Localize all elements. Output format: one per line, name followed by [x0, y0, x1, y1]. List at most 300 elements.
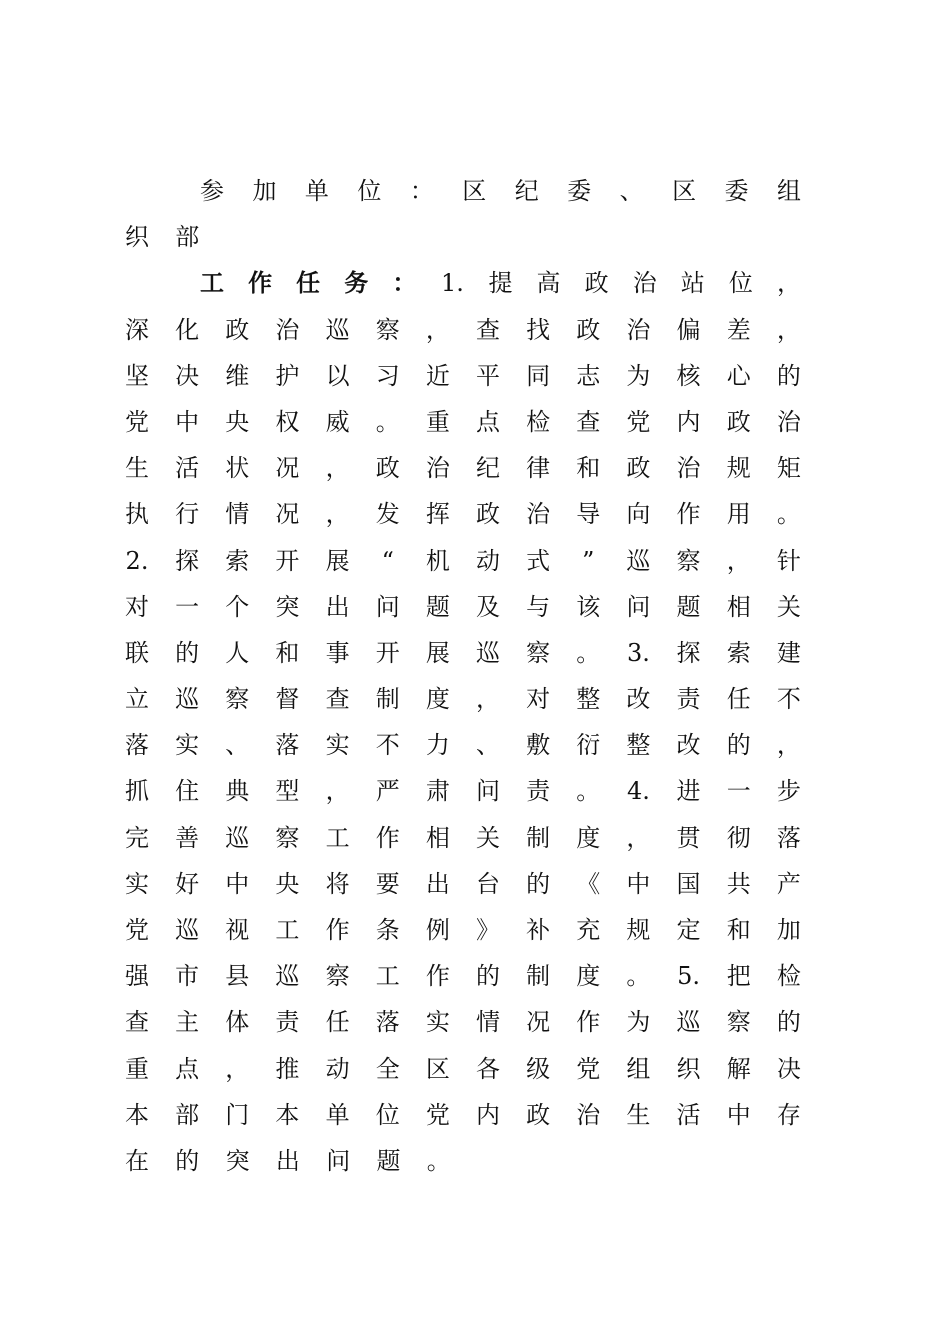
- text-glyph: 主: [175, 1008, 200, 1037]
- document-body: [125, 168, 801, 1184]
- text-glyph: 落: [776, 823, 801, 852]
- text-glyph: 中: [225, 869, 250, 898]
- text-glyph: 平: [475, 361, 500, 390]
- text-glyph: 联: [125, 638, 149, 667]
- text-glyph: 实: [425, 1008, 450, 1037]
- text-glyph: 规: [626, 916, 651, 944]
- text-glyph: 政: [225, 315, 250, 344]
- text-glyph: 党: [125, 916, 149, 944]
- text-glyph: ，: [325, 454, 350, 483]
- text-line: [125, 584, 801, 630]
- text-glyph: 务: [344, 269, 369, 298]
- text-glyph: 将: [325, 869, 350, 898]
- text-glyph: 为: [626, 361, 651, 390]
- text-glyph: 落: [375, 1008, 400, 1037]
- text-line: [125, 353, 801, 399]
- text-glyph: 推: [275, 1054, 300, 1083]
- text-glyph: 1.: [440, 269, 464, 298]
- text-glyph: 情: [475, 1008, 500, 1037]
- text-glyph: 。: [576, 777, 601, 806]
- text-glyph: 突: [225, 1146, 250, 1175]
- text-glyph: 党: [125, 407, 149, 436]
- text-glyph: 级: [526, 1054, 551, 1083]
- text-glyph: 用: [726, 500, 751, 529]
- text-glyph: 关: [776, 592, 801, 621]
- text-glyph: 在: [125, 1146, 149, 1175]
- text-glyph: 巡: [175, 916, 200, 944]
- text-glyph: 住: [175, 777, 200, 806]
- text-glyph: 本: [125, 1100, 149, 1129]
- text-glyph: 站: [680, 269, 705, 298]
- text-glyph: 加: [776, 916, 801, 944]
- text-glyph: 加: [252, 177, 277, 205]
- text-glyph: 强: [125, 962, 149, 991]
- text-glyph: 察: [325, 962, 350, 991]
- text-line: [125, 1046, 801, 1092]
- text-glyph: 定: [676, 916, 701, 944]
- text-glyph: 贯: [676, 823, 701, 852]
- text-line: [125, 168, 801, 214]
- text-line: [125, 768, 801, 814]
- text-glyph: 和: [275, 638, 300, 667]
- text-glyph: 任: [296, 269, 321, 298]
- text-glyph: 。: [626, 962, 651, 991]
- text-glyph: 查: [475, 315, 500, 344]
- text-glyph: 治: [425, 454, 450, 483]
- text-glyph: 党: [626, 407, 651, 436]
- text-glyph: 志: [576, 361, 601, 390]
- text-glyph: 台: [475, 869, 500, 898]
- text-glyph: 县: [225, 962, 250, 991]
- text-glyph: 政: [584, 269, 609, 298]
- text-glyph: 巡: [475, 638, 500, 667]
- text-glyph: ”: [582, 546, 595, 575]
- text-glyph: 进: [676, 777, 701, 806]
- text-glyph: 把: [726, 962, 751, 991]
- text-glyph: 索: [225, 546, 250, 575]
- text-glyph: 探: [676, 638, 701, 667]
- text-glyph: 问: [326, 1146, 351, 1175]
- text-glyph: 建: [776, 638, 801, 667]
- text-glyph: 央: [275, 869, 300, 898]
- text-glyph: 度: [576, 823, 601, 852]
- text-glyph: 重: [125, 1054, 149, 1083]
- text-glyph: 况: [275, 454, 300, 483]
- text-line: [125, 1092, 801, 1138]
- text-glyph: 不: [776, 685, 801, 714]
- text-glyph: 的: [475, 962, 500, 991]
- text-line: [125, 1138, 801, 1184]
- text-glyph: 内: [676, 407, 701, 436]
- text-glyph: 作: [576, 1008, 601, 1037]
- text-glyph: 威: [325, 407, 350, 436]
- text-glyph: 、: [225, 731, 250, 760]
- text-line: [125, 260, 801, 306]
- text-glyph: 情: [225, 500, 250, 529]
- text-glyph: 实: [325, 731, 350, 760]
- text-glyph: 政: [375, 454, 400, 483]
- text-glyph: 题: [425, 592, 450, 621]
- text-glyph: 出: [325, 592, 350, 621]
- text-glyph: 织: [676, 1054, 701, 1083]
- text-glyph: 政: [576, 315, 601, 344]
- text-glyph: 习: [375, 361, 400, 390]
- text-glyph: 和: [576, 454, 601, 483]
- text-glyph: 存: [776, 1100, 801, 1129]
- text-glyph: 同: [526, 361, 551, 390]
- text-glyph: 内: [475, 1100, 500, 1129]
- text-glyph: 偏: [676, 315, 701, 344]
- text-glyph: 活: [676, 1100, 701, 1129]
- text-glyph: 挥: [425, 500, 450, 529]
- text-glyph: 探: [175, 546, 200, 575]
- text-glyph: 要: [375, 869, 400, 898]
- text-glyph: 执: [125, 500, 149, 529]
- text-glyph: 动: [475, 546, 500, 575]
- text-glyph: 区: [425, 1054, 450, 1083]
- text-glyph: 衍: [576, 731, 601, 760]
- text-glyph: 察: [726, 1008, 751, 1037]
- text-glyph: 委: [724, 177, 749, 205]
- text-glyph: 共: [726, 869, 751, 898]
- text-glyph: 度: [576, 962, 601, 991]
- text-glyph: 政: [626, 454, 651, 483]
- text-glyph: 差: [726, 315, 751, 344]
- text-glyph: 纪: [475, 454, 500, 483]
- text-glyph: 2.: [125, 546, 149, 575]
- text-glyph: 巡: [275, 962, 300, 991]
- text-glyph: 巡: [626, 546, 651, 575]
- text-glyph: 点: [475, 407, 500, 436]
- text-glyph: 高: [536, 269, 561, 298]
- text-glyph: 不: [375, 731, 400, 760]
- text-glyph: 制: [526, 823, 551, 852]
- text-glyph: 治: [576, 1100, 601, 1129]
- text-glyph: 治: [275, 315, 300, 344]
- text-glyph: 的: [175, 1146, 200, 1175]
- text-glyph: 补: [526, 916, 551, 944]
- text-glyph: 实: [125, 869, 149, 898]
- text-line: [125, 399, 801, 445]
- text-glyph: 改: [676, 731, 701, 760]
- text-glyph: 区: [672, 177, 697, 205]
- text-glyph: 位: [375, 1100, 400, 1129]
- text-glyph: 的: [175, 638, 200, 667]
- text-glyph: 步: [776, 777, 801, 806]
- text-glyph: “: [381, 546, 394, 575]
- text-glyph: 找: [526, 315, 551, 344]
- text-glyph: 察: [275, 823, 300, 852]
- text-glyph: 相: [425, 823, 450, 852]
- text-glyph: 严: [375, 777, 400, 806]
- text-glyph: 治: [632, 269, 657, 298]
- text-glyph: 治: [676, 454, 701, 483]
- text-glyph: 责: [526, 777, 551, 806]
- text-glyph: 。: [375, 407, 400, 436]
- text-glyph: 行: [175, 500, 200, 529]
- text-glyph: 责: [275, 1008, 300, 1037]
- text-glyph: 查: [125, 1008, 149, 1037]
- text-glyph: 出: [275, 1146, 300, 1175]
- text-glyph: 改: [626, 685, 651, 714]
- text-glyph: 工: [275, 916, 300, 944]
- text-glyph: 问: [475, 777, 500, 806]
- text-glyph: ，: [776, 315, 801, 344]
- text-glyph: ：: [392, 269, 417, 298]
- text-glyph: 整: [576, 685, 601, 714]
- text-glyph: ，: [225, 1054, 250, 1083]
- text-glyph: 作: [325, 916, 350, 944]
- text-glyph: 实: [175, 731, 200, 760]
- text-glyph: 查: [576, 407, 601, 436]
- text-glyph: 例: [425, 916, 450, 944]
- text-glyph: 善: [175, 823, 200, 852]
- text-glyph: 检: [776, 962, 801, 991]
- text-glyph: 。: [776, 500, 801, 529]
- text-glyph: ，: [776, 731, 801, 760]
- text-glyph: 督: [275, 685, 300, 714]
- text-glyph: 深: [125, 315, 149, 344]
- text-glyph: 》: [475, 916, 500, 944]
- text-glyph: ，: [475, 685, 500, 714]
- text-glyph: 产: [776, 869, 801, 898]
- text-glyph: 的: [526, 869, 551, 898]
- text-glyph: 好: [175, 869, 200, 898]
- text-glyph: 中: [175, 407, 200, 436]
- text-glyph: 门: [225, 1100, 250, 1129]
- text-glyph: 任: [726, 685, 751, 714]
- text-glyph: 重: [425, 407, 450, 436]
- text-glyph: 4.: [626, 777, 650, 806]
- text-glyph: ，: [776, 269, 801, 298]
- text-glyph: 。: [426, 1146, 451, 1175]
- text-glyph: 织: [125, 223, 149, 252]
- text-glyph: 抓: [125, 777, 149, 806]
- text-glyph: 体: [225, 1008, 250, 1037]
- text-glyph: 完: [125, 823, 149, 852]
- text-line: [125, 307, 801, 353]
- text-glyph: 一: [175, 592, 200, 621]
- text-glyph: 制: [375, 685, 400, 714]
- text-glyph: 况: [526, 1008, 551, 1037]
- text-glyph: 该: [576, 592, 601, 621]
- text-glyph: 中: [626, 869, 651, 898]
- text-glyph: 作: [375, 823, 400, 852]
- text-glyph: 核: [676, 361, 701, 390]
- text-glyph: 整: [626, 731, 651, 760]
- text-glyph: 发: [375, 500, 400, 529]
- text-glyph: 、: [475, 731, 500, 760]
- text-glyph: 坚: [125, 361, 149, 390]
- text-glyph: 开: [375, 638, 400, 667]
- text-glyph: 个: [225, 592, 250, 621]
- text-glyph: 机: [425, 546, 450, 575]
- text-glyph: 中: [726, 1100, 751, 1129]
- text-glyph: 查: [325, 685, 350, 714]
- text-glyph: 察: [375, 315, 400, 344]
- text-glyph: 突: [275, 592, 300, 621]
- text-glyph: ，: [726, 546, 751, 575]
- text-glyph: 纪: [514, 177, 539, 205]
- text-glyph: 状: [225, 454, 250, 483]
- text-glyph: 组: [776, 177, 801, 205]
- text-line: [125, 722, 801, 768]
- text-glyph: ，: [325, 500, 350, 529]
- text-glyph: 制: [526, 962, 551, 991]
- text-glyph: 决: [776, 1054, 801, 1083]
- text-glyph: 落: [275, 731, 300, 760]
- text-glyph: 型: [275, 777, 300, 806]
- text-glyph: 事: [325, 638, 350, 667]
- text-glyph: 位: [728, 269, 753, 298]
- text-glyph: 巡: [175, 685, 200, 714]
- text-glyph: 工: [200, 269, 224, 298]
- text-glyph: 工: [375, 962, 400, 991]
- text-glyph: 《: [576, 869, 601, 898]
- text-glyph: 提: [488, 269, 513, 298]
- text-glyph: 点: [175, 1054, 200, 1083]
- text-glyph: 落: [125, 731, 149, 760]
- text-glyph: 单: [304, 177, 329, 205]
- text-glyph: 题: [676, 592, 701, 621]
- text-glyph: 索: [726, 638, 751, 667]
- text-glyph: 近: [425, 361, 450, 390]
- text-glyph: 对: [526, 685, 551, 714]
- text-glyph: 国: [676, 869, 701, 898]
- text-glyph: 委: [567, 177, 592, 205]
- text-glyph: 立: [125, 685, 149, 714]
- text-glyph: 5.: [677, 962, 700, 991]
- text-glyph: 开: [275, 546, 300, 575]
- text-glyph: 维: [225, 361, 250, 390]
- text-glyph: 对: [125, 592, 149, 621]
- text-line: [125, 214, 801, 260]
- text-glyph: 充: [576, 916, 601, 944]
- text-glyph: 解: [726, 1054, 751, 1083]
- text-glyph: 市: [175, 962, 200, 991]
- text-glyph: 全: [375, 1054, 400, 1083]
- text-glyph: 权: [275, 407, 300, 436]
- text-glyph: 律: [526, 454, 551, 483]
- text-glyph: 巡: [225, 823, 250, 852]
- text-glyph: 典: [225, 777, 250, 806]
- text-glyph: 察: [676, 546, 701, 575]
- text-glyph: 彻: [726, 823, 751, 852]
- text-glyph: 任: [325, 1008, 350, 1037]
- text-glyph: 决: [175, 361, 200, 390]
- text-glyph: 生: [125, 454, 149, 483]
- text-glyph: 党: [425, 1100, 450, 1129]
- text-glyph: 治: [526, 500, 551, 529]
- text-glyph: 工: [325, 823, 350, 852]
- text-glyph: 区: [462, 177, 487, 205]
- text-glyph: 问: [626, 592, 651, 621]
- text-glyph: 以: [325, 361, 350, 390]
- text-glyph: 巡: [676, 1008, 701, 1037]
- text-glyph: ，: [626, 823, 651, 852]
- text-glyph: ，: [325, 777, 350, 806]
- text-glyph: 责: [676, 685, 701, 714]
- text-glyph: 本: [275, 1100, 300, 1129]
- text-line: [125, 815, 801, 861]
- text-glyph: 央: [225, 407, 250, 436]
- text-glyph: 作: [676, 500, 701, 529]
- text-glyph: 力: [425, 731, 450, 760]
- text-glyph: 心: [726, 361, 751, 390]
- text-line: [125, 907, 801, 953]
- text-glyph: 规: [726, 454, 751, 483]
- text-glyph: 视: [225, 916, 250, 944]
- text-glyph: 条: [375, 916, 400, 944]
- text-glyph: 察: [225, 685, 250, 714]
- text-glyph: 及: [475, 592, 500, 621]
- text-glyph: 展: [425, 638, 450, 667]
- text-glyph: 出: [425, 869, 450, 898]
- text-glyph: 的: [776, 361, 801, 390]
- text-glyph: 治: [626, 315, 651, 344]
- text-glyph: 度: [425, 685, 450, 714]
- text-glyph: 敷: [526, 731, 551, 760]
- text-glyph: 生: [626, 1100, 651, 1129]
- text-line: [125, 538, 801, 584]
- text-glyph: 。: [576, 638, 601, 667]
- text-glyph: 检: [526, 407, 551, 436]
- text-glyph: 化: [175, 315, 200, 344]
- text-glyph: ：: [409, 177, 434, 205]
- text-line: [125, 445, 801, 491]
- text-glyph: 为: [626, 1008, 651, 1037]
- text-glyph: 导: [576, 500, 601, 529]
- text-glyph: 各: [475, 1054, 500, 1083]
- text-line: [125, 676, 801, 722]
- text-glyph: 作: [248, 269, 273, 298]
- text-line: [125, 861, 801, 907]
- text-line: [125, 630, 801, 676]
- text-glyph: 展: [325, 546, 350, 575]
- text-glyph: 政: [475, 500, 500, 529]
- text-glyph: 3.: [626, 638, 650, 667]
- text-glyph: 人: [225, 638, 250, 667]
- text-glyph: 巡: [325, 315, 350, 344]
- text-glyph: 护: [275, 361, 300, 390]
- text-glyph: 和: [726, 916, 751, 944]
- text-glyph: 、: [619, 177, 644, 205]
- text-glyph: 党: [576, 1054, 601, 1083]
- text-line: [125, 999, 801, 1045]
- text-glyph: 组: [626, 1054, 651, 1083]
- text-glyph: 部: [175, 223, 200, 252]
- text-glyph: 活: [175, 454, 200, 483]
- text-glyph: 部: [175, 1100, 200, 1129]
- text-glyph: 向: [626, 500, 651, 529]
- text-glyph: 题: [376, 1146, 401, 1175]
- text-glyph: 作: [425, 962, 450, 991]
- text-glyph: 治: [776, 407, 801, 436]
- text-glyph: 相: [726, 592, 751, 621]
- text-line: [125, 953, 801, 999]
- text-glyph: 位: [357, 177, 382, 205]
- text-glyph: 与: [526, 592, 551, 621]
- text-glyph: 动: [325, 1054, 350, 1083]
- text-glyph: 况: [275, 500, 300, 529]
- text-glyph: ，: [425, 315, 450, 344]
- text-line: [125, 491, 801, 537]
- text-glyph: 察: [526, 638, 551, 667]
- text-glyph: 的: [776, 1008, 801, 1037]
- text-glyph: 一: [726, 777, 751, 806]
- text-glyph: 问: [375, 592, 400, 621]
- text-glyph: 的: [726, 731, 751, 760]
